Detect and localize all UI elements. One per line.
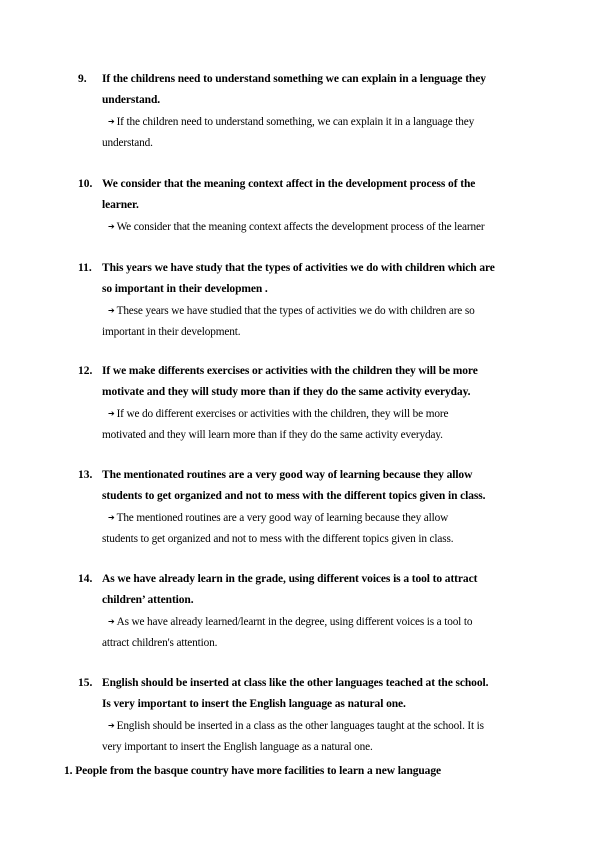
arrow-icon: ➔ — [108, 117, 115, 126]
original-sentence-line-1: If we make differents exercises or activities with the children they will be more — [102, 365, 478, 377]
original-sentence-line-2: motivate and they will study more than if they do the same activity everyday. — [102, 386, 471, 398]
arrow-icon: ➔ — [108, 513, 115, 522]
original-sentence-line-2: Is very important to insert the English language as natural one. — [102, 698, 406, 710]
arrow-icon: ➔ — [108, 409, 115, 418]
original-sentence-line-1: English should be inserted at class like the other languages teached at the school. — [102, 677, 489, 689]
item-number: 10. — [78, 178, 93, 190]
corrected-sentence-line-2: students to get organized and not to mess with the different topics given in class. — [102, 533, 454, 545]
corrected-sentence-line-1: ➔ These years we have studied that the types of activities we do with children are so — [102, 300, 538, 322]
item-number: 13. — [78, 469, 93, 481]
section-heading: 1. People from the basque country have more facilities to learn a new language — [64, 765, 441, 777]
item-number: 9. — [78, 73, 87, 85]
list-item — [78, 361, 538, 446]
original-sentence-line-1: As we have already learn in the grade, using different voices is a tool to attract — [102, 573, 478, 585]
original-sentence-line-2: understand. — [102, 94, 161, 106]
corrected-sentence-line-1: ➔ English should be inserted in a class as the other languages taught at the school. It is — [102, 715, 538, 737]
arrow-icon: ➔ — [108, 617, 115, 626]
list-item — [78, 258, 538, 343]
original-sentence-line-1: This years we have study that the types of activities we do with children which are — [102, 262, 495, 274]
original-sentence-line-1: We consider that the meaning context affect in the development process of the — [102, 178, 476, 190]
corrected-sentence-line-1: ➔ We consider that the meaning context affects the development process of the learner — [102, 216, 538, 238]
arrow-icon: ➔ — [108, 222, 115, 231]
original-sentence-line-2: students to get organized and not to mess with the different topics given in class. — [102, 490, 486, 502]
original-sentence-line-2: so important in their developmen . — [102, 283, 268, 295]
list-item — [78, 673, 538, 758]
item-number: 11. — [78, 262, 92, 274]
corrected-sentence-line-1: ➔ If the children need to understand something, we can explain it in a language they — [102, 111, 538, 133]
corrected-sentence-line-1: ➔ As we have already learned/learnt in the degree, using different voices is a tool to — [102, 611, 538, 633]
corrected-sentence-line-2: motivated and they will learn more than if they do the same activity everyday. — [102, 429, 443, 441]
arrow-icon: ➔ — [108, 721, 115, 730]
corrected-sentence-line-2: attract children's attention. — [102, 637, 218, 649]
corrected-sentence-line-1: ➔ If we do different exercises or activities with the children, they will be more — [102, 403, 538, 425]
corrected-sentence-line-2: important in their development. — [102, 326, 241, 338]
corrected-sentence-line-2: very important to insert the English language as a natural one. — [102, 741, 373, 753]
original-sentence-line-2: learner. — [102, 199, 139, 211]
corrected-sentence-line-2: understand. — [102, 137, 153, 149]
original-sentence-line-2: children’ attention. — [102, 594, 194, 606]
item-number: 14. — [78, 573, 93, 585]
list-item — [78, 69, 538, 154]
item-number: 15. — [78, 677, 93, 689]
original-sentence-line-1: The mentionated routines are a very good way of learning because they allow — [102, 469, 473, 481]
list-item — [78, 174, 538, 238]
arrow-icon: ➔ — [108, 306, 115, 315]
list-item — [78, 569, 538, 654]
original-sentence-line-1: If the childrens need to understand something we can explain in a lenguage they — [102, 73, 486, 85]
list-item — [78, 465, 538, 550]
item-number: 12. — [78, 365, 93, 377]
corrected-sentence-line-1: ➔ The mentioned routines are a very good way of learning because they allow — [102, 507, 538, 529]
